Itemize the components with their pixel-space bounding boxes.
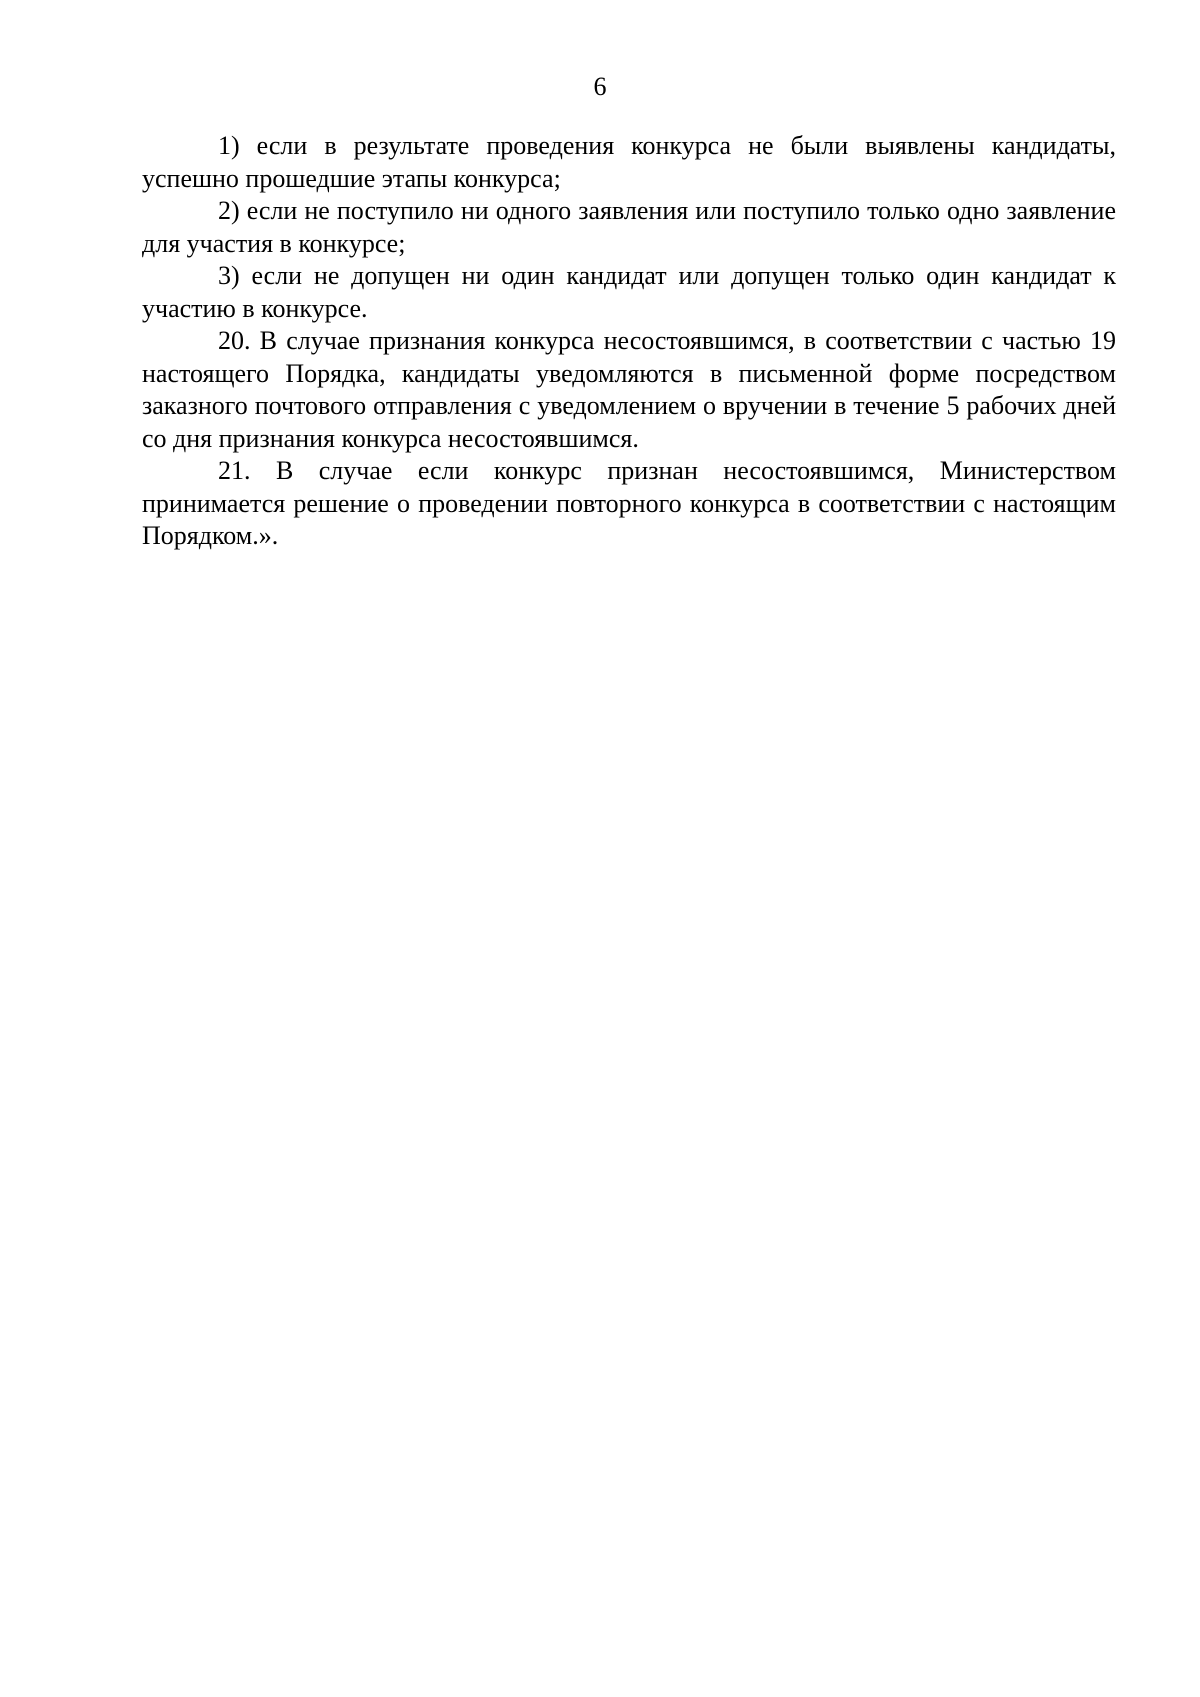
page-number: 6 <box>593 72 607 101</box>
paragraph-20: 20. В случае признания конкурса несостоявшимся, в соответствии с частью 19 настоящего Порядка, кандидаты уведомляются в письменной форме посредством заказного почтового отправления с уведомлением о вручении в течение 5 рабочих дней со дня признания конкурса несостоявшимся. <box>142 326 1116 453</box>
paragraph-item-3: 3) если не допущен ни один кандидат или допущен только один кандидат к участию в конкурсе. <box>142 261 1116 323</box>
paragraph-21: 21. В случае если конкурс признан несостоявшимся, Министерством принимается решение о проведении повторного конкурса в соответствии с настоящим Порядком.». <box>142 456 1116 550</box>
paragraph-item-2: 2) если не поступило ни одного заявления или поступило только одно заявление для участия в конкурсе; <box>142 196 1116 258</box>
document-body <box>142 130 1116 553</box>
paragraph-item-1: 1) если в результате проведения конкурса не были выявлены кандидаты, успешно прошедшие этапы конкурса; <box>142 131 1116 193</box>
